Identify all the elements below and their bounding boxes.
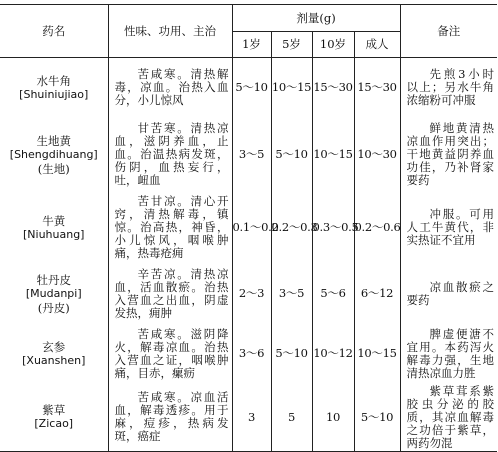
herb-name-cell <box>0 58 108 118</box>
table-header <box>0 5 497 58</box>
herb-name-cell <box>0 118 108 192</box>
herb-name: 水牛角 <box>36 73 71 88</box>
header-name: 药名 <box>0 5 108 58</box>
herb-name: 牡丹皮 <box>36 272 71 287</box>
herb-properties: 苦咸寒。凉血活血，解毒透疹。用于麻，痘疹，热病发斑，癌症 <box>108 384 232 452</box>
dose-adult: 0.2～0.6 <box>354 192 400 264</box>
herb-name-cell <box>0 192 108 264</box>
dose-age-1: 3～6 <box>232 324 271 384</box>
herb-pinyin: [Mudanpi] <box>25 286 82 300</box>
herb-name: 牛黄 <box>42 213 66 228</box>
dose-age-5: 5～10 <box>271 324 312 384</box>
table-row <box>0 324 497 384</box>
herb-pinyin: [Xuanshen] <box>22 353 86 367</box>
herb-name-cell <box>0 264 108 324</box>
dose-adult: 10～15 <box>354 324 400 384</box>
header-age-10: 10岁 <box>312 32 354 58</box>
table-row <box>0 118 497 192</box>
herb-properties: 苦甘凉。清心开窍，清热解毒，镇惊。治高热，神昏，小儿惊风，咽喉肿痛，热毒疮痈 <box>108 192 232 264</box>
dose-age-1: 3 <box>232 384 271 452</box>
dose-age-5: 3～5 <box>271 264 312 324</box>
dose-adult: 15～30 <box>354 58 400 118</box>
header-age-5: 5岁 <box>271 32 312 58</box>
herb-properties: 苦咸寒。清热解毒，凉血。治热入血分，小儿惊风 <box>108 58 232 118</box>
herb-pinyin: [Zicao] <box>34 417 74 431</box>
herb-alias: (丹皮) <box>37 300 70 315</box>
dose-age-1: 3～5 <box>232 118 271 192</box>
herb-properties: 甘苦寒。清热凉血，滋阴养血，止血。治温热病发斑，伤阴，血热妄行，吐，衄血 <box>108 118 232 192</box>
dose-age-5: 5 <box>271 384 312 452</box>
dose-age-1: 5～10 <box>232 58 271 118</box>
dose-age-5: 10～15 <box>271 58 312 118</box>
herb-name: 生地黄 <box>36 133 71 148</box>
header-notes: 备注 <box>400 5 497 58</box>
dose-adult: 5～10 <box>354 384 400 452</box>
dose-age-1: 2～3 <box>232 264 271 324</box>
dose-adult: 6～12 <box>354 264 400 324</box>
dose-age-10: 10 <box>312 384 354 452</box>
herb-pinyin: [Niuhuang] <box>23 227 85 241</box>
herb-dosage-table <box>0 4 497 452</box>
herb-notes: 冲服。可用人工牛黄代，非实热证不宜用 <box>400 192 497 264</box>
dose-adult: 10～30 <box>354 118 400 192</box>
table-row <box>0 58 497 118</box>
table-row <box>0 264 497 324</box>
dose-age-10: 10～12 <box>312 324 354 384</box>
herb-name-cell <box>0 384 108 452</box>
dose-age-10: 5～6 <box>312 264 354 324</box>
herb-notes: 鲜地黄清热凉血作用突出；干地黄益阴养血功佳，乃补肾家要药 <box>400 118 497 192</box>
herb-pinyin: [Shengdihuang] <box>9 147 98 161</box>
dose-age-10: 10～15 <box>312 118 354 192</box>
table-body <box>0 58 497 452</box>
herb-name: 紫草 <box>42 403 66 418</box>
dose-age-5: 5～10 <box>271 118 312 192</box>
header-dosage: 剂量(g) <box>232 5 400 32</box>
table-row <box>0 192 497 264</box>
header-age-1: 1岁 <box>232 32 271 58</box>
herb-notes: 先煎3小时以上；另水牛角浓缩粉可冲服 <box>400 58 497 118</box>
dose-age-5: 0.2～0.3 <box>271 192 312 264</box>
herb-name-cell <box>0 324 108 384</box>
table-row <box>0 384 497 452</box>
herb-properties: 苦咸寒。滋阴降火，解毒凉血。治热入营血之证，咽喉肿痛，目赤，瘰疬 <box>108 324 232 384</box>
herb-alias: (生地) <box>37 161 70 176</box>
header-age-adult: 成人 <box>354 32 400 58</box>
herb-notes: 紫草茸系紫胶虫分泌的胶质，其凉血解毒之功倍于紫草，两药勿混 <box>400 384 497 452</box>
herb-notes: 凉血散瘀之要药 <box>400 264 497 324</box>
herb-pinyin: [Shuiniujiao] <box>19 87 89 101</box>
herb-properties: 辛苦凉。清热凉血，活血散瘀。治热入营血之出血，阴虚发热，痈肿 <box>108 264 232 324</box>
dose-age-10: 15～30 <box>312 58 354 118</box>
dose-age-10: 0.3～0.5 <box>312 192 354 264</box>
dose-age-1: 0.1～0.2 <box>232 192 271 264</box>
herb-name: 玄参 <box>42 339 66 354</box>
header-properties: 性味、功用、主治 <box>108 5 232 58</box>
herb-notes: 脾虚便溏不宜用。本药泻火解毒力强，生地清热凉血力胜 <box>400 324 497 384</box>
